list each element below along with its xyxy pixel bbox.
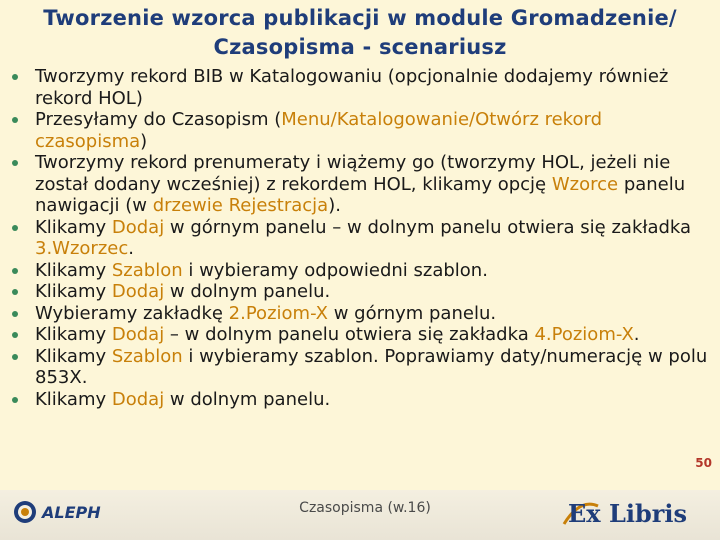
bullet-highlight-text: Dodaj bbox=[111, 324, 165, 345]
bullet-text: Klikamy bbox=[35, 388, 112, 410]
bullet-highlight-text: Dodaj bbox=[111, 388, 165, 410]
bullet-text: panelu nawigacji (w bbox=[35, 173, 686, 216]
bullet-highlight-text: Menu/Katalogowanie/Otwórz rekord czasopisma bbox=[35, 109, 602, 152]
bullet-text: w górnym panelu – w dolnym panelu otwiera się zakładka bbox=[164, 216, 692, 238]
bullet-highlight-text: Szablon bbox=[111, 345, 183, 367]
bullet-item bbox=[10, 346, 718, 389]
bullet-list bbox=[10, 66, 718, 410]
bullet-item bbox=[10, 109, 718, 152]
bullet-text: Klikamy bbox=[35, 345, 112, 367]
bullet-text: Klikamy bbox=[35, 281, 112, 302]
aleph-logo-text: ALEPH bbox=[42, 503, 101, 522]
bullet-highlight-text: Szablon bbox=[111, 259, 183, 281]
bullet-text: Tworzymy rekord BIB w Katalogowaniu (opcjonalnie dodajemy również rekord HOL) bbox=[35, 66, 669, 109]
bullet-text: w górnym panelu. bbox=[328, 302, 497, 324]
bullet-text: w dolnym panelu. bbox=[164, 281, 331, 302]
bullet-item bbox=[10, 260, 718, 282]
bullet-text: Przesyłamy do Czasopism ( bbox=[35, 109, 282, 130]
bullet-text: ). bbox=[328, 195, 341, 216]
bullet-item bbox=[10, 66, 718, 109]
bullet-text: . bbox=[128, 238, 134, 259]
slide-title-line-2: Czasopisma - scenariusz bbox=[213, 35, 507, 59]
bullet-highlight-text: Wzorce bbox=[551, 173, 619, 195]
bullet-text: . bbox=[633, 324, 640, 345]
bullet-text: Klikamy bbox=[35, 324, 112, 345]
bullet-text: Klikamy bbox=[35, 259, 112, 281]
footer-caption: Czasopisma (w.16) bbox=[299, 500, 431, 516]
bullet-item bbox=[10, 152, 718, 217]
exlibris-logo bbox=[560, 494, 710, 532]
bullet-highlight-text: 2.Poziom-X bbox=[228, 302, 328, 324]
slide-title bbox=[0, 4, 720, 62]
slide-title-line-1: Tworzenie wzorca publikacji w module Gromadzenie/ bbox=[43, 6, 677, 30]
bullet-highlight-text: 3.Wzorzec bbox=[35, 238, 129, 259]
bullet-highlight-text: Dodaj bbox=[111, 216, 165, 238]
bullet-item bbox=[10, 217, 718, 260]
bullet-text: Tworzymy rekord prenumeraty i wiążemy go (tworzymy HOL, jeżeli nie został dodany wcześniej) z rekordem HOL, klikamy opcję bbox=[35, 152, 671, 195]
bullet-text: ) bbox=[140, 130, 148, 152]
exlibris-logo-text: Ex Libris bbox=[568, 499, 688, 528]
page-number: 50 bbox=[695, 456, 712, 470]
bullet-highlight-text: 4.Poziom-X bbox=[534, 324, 634, 345]
bullet-item bbox=[10, 303, 718, 325]
bullet-item bbox=[10, 324, 718, 346]
bullet-text: i wybieramy szablon. Poprawiamy daty/numerację w polu 853X. bbox=[35, 345, 708, 388]
bullet-text: w dolnym panelu. bbox=[164, 388, 331, 410]
bullet-text: – w dolnym panelu otwiera się zakładka bbox=[164, 324, 535, 345]
bullet-text: Klikamy bbox=[35, 216, 112, 238]
bullet-text: i wybieramy odpowiedni szablon. bbox=[182, 259, 488, 281]
bullet-highlight-text: Dodaj bbox=[111, 281, 165, 302]
bullet-item bbox=[10, 281, 718, 303]
bullet-highlight-text: drzewie Rejestracja bbox=[152, 195, 329, 216]
bullet-text: Wybieramy zakładkę bbox=[35, 302, 229, 324]
bullet-item bbox=[10, 389, 718, 411]
